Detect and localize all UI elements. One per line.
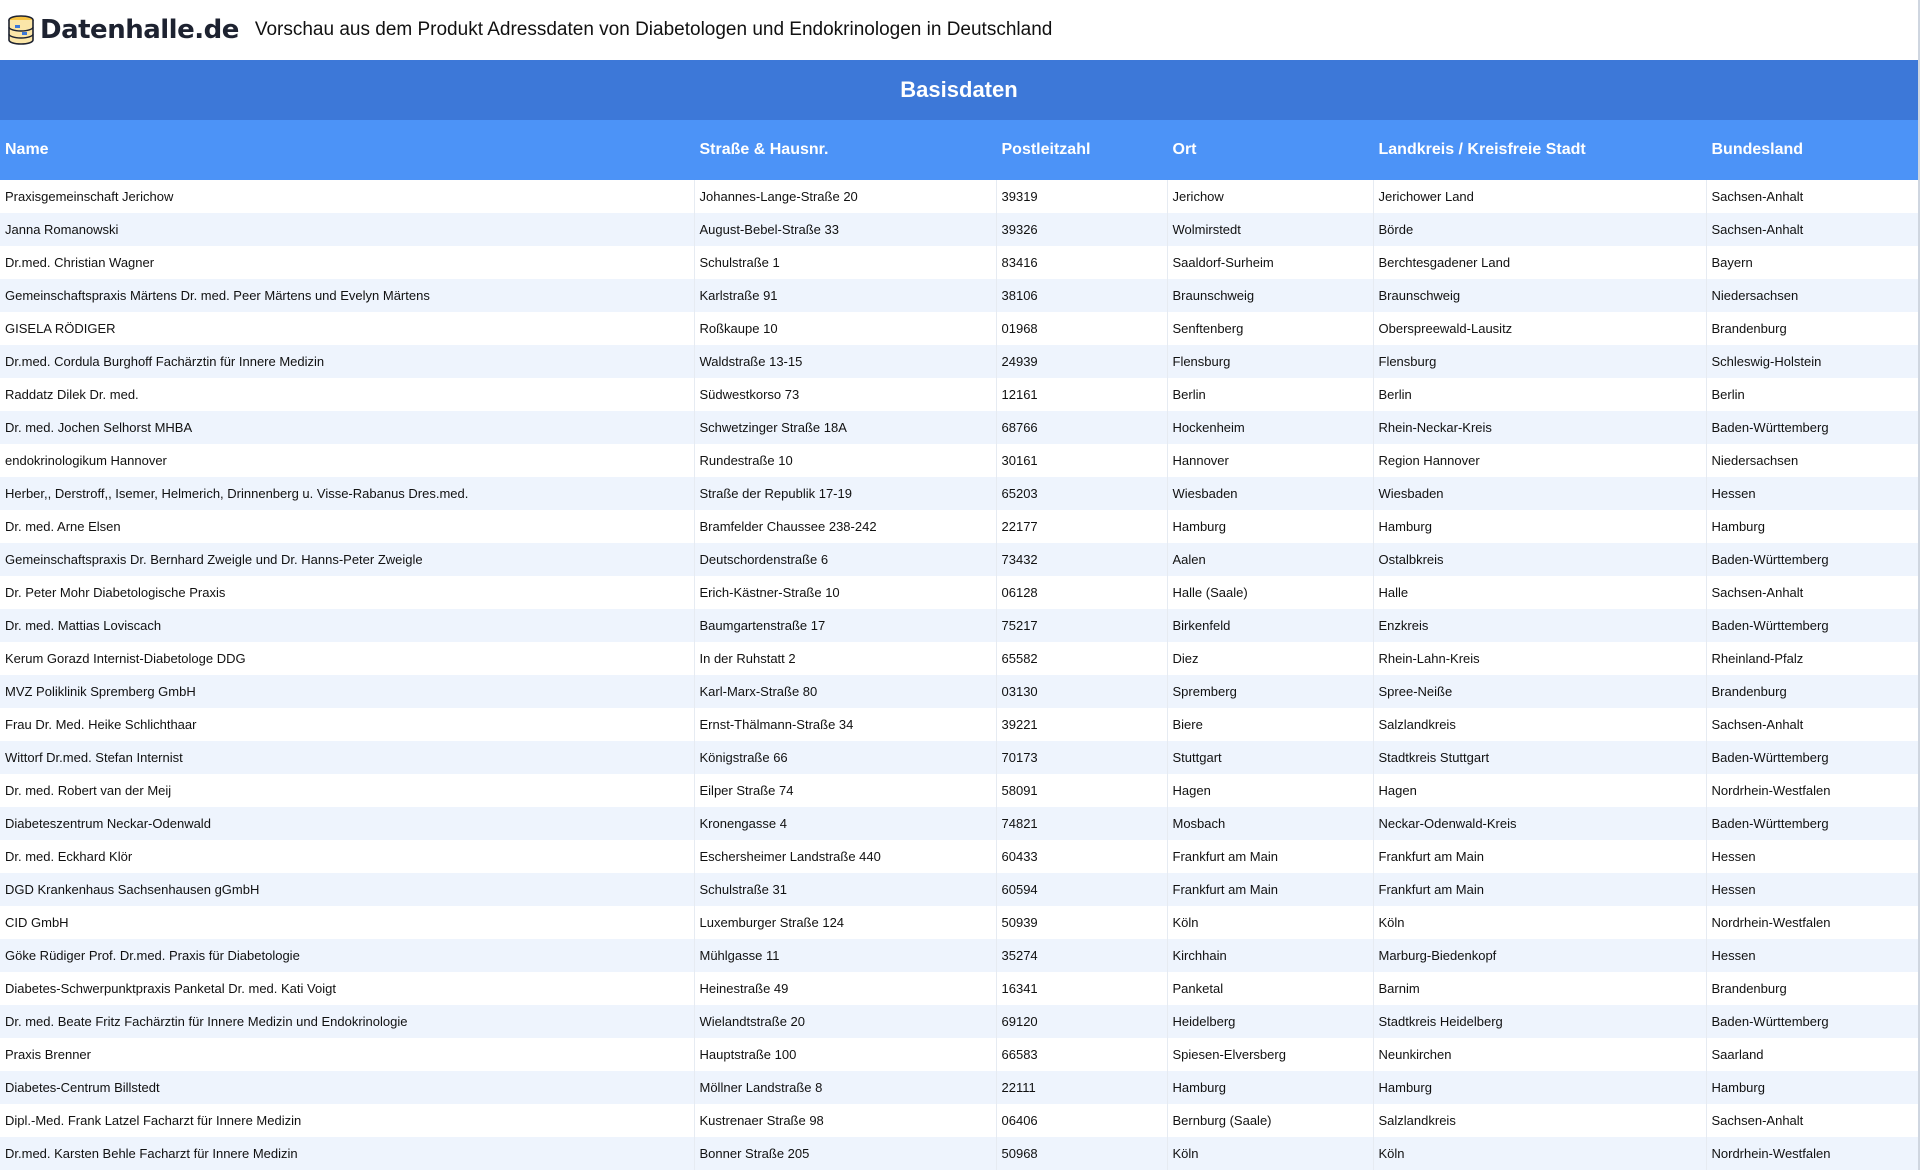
cell-street: Luxemburger Straße 124 — [694, 906, 996, 939]
table-row[interactable] — [0, 840, 1918, 873]
table-row[interactable] — [0, 939, 1918, 972]
cell-name: Dr.med. Cordula Burghoff Fachärztin für Innere Medizin — [0, 345, 694, 378]
cell-postcode: 74821 — [996, 807, 1167, 840]
cell-state: Schleswig-Holstein — [1706, 345, 1918, 378]
cell-street: Königstraße 66 — [694, 741, 996, 774]
cell-name: Dr. med. Beate Fritz Fachärztin für Innere Medizin und Endokrinologie — [0, 1005, 694, 1038]
table-body — [0, 180, 1918, 1170]
cell-postcode: 38106 — [996, 279, 1167, 312]
cell-city: Köln — [1167, 906, 1373, 939]
table-row[interactable] — [0, 411, 1918, 444]
cell-postcode: 12161 — [996, 378, 1167, 411]
table-row[interactable] — [0, 1104, 1918, 1137]
cell-street: Deutschordenstraße 6 — [694, 543, 996, 576]
cell-name: DGD Krankenhaus Sachsenhausen gGmbH — [0, 873, 694, 906]
table-row[interactable] — [0, 477, 1918, 510]
cell-state: Hessen — [1706, 873, 1918, 906]
cell-district: Region Hannover — [1373, 444, 1706, 477]
cell-postcode: 24939 — [996, 345, 1167, 378]
table-row[interactable] — [0, 642, 1918, 675]
cell-postcode: 03130 — [996, 675, 1167, 708]
cell-district: Jerichower Land — [1373, 180, 1706, 213]
cell-street: Karl-Marx-Straße 80 — [694, 675, 996, 708]
cell-state: Niedersachsen — [1706, 444, 1918, 477]
cell-city: Wolmirstedt — [1167, 213, 1373, 246]
cell-city: Diez — [1167, 642, 1373, 675]
cell-street: Möllner Landstraße 8 — [694, 1071, 996, 1104]
cell-district: Köln — [1373, 906, 1706, 939]
cell-name: Dr. med. Mattias Loviscach — [0, 609, 694, 642]
cell-district: Berlin — [1373, 378, 1706, 411]
table-row[interactable] — [0, 543, 1918, 576]
table-row[interactable] — [0, 345, 1918, 378]
cell-postcode: 50939 — [996, 906, 1167, 939]
table-row[interactable] — [0, 1137, 1918, 1170]
cell-state: Sachsen-Anhalt — [1706, 180, 1918, 213]
cell-name: Praxisgemeinschaft Jerichow — [0, 180, 694, 213]
cell-state: Baden-Württemberg — [1706, 807, 1918, 840]
cell-district: Salzlandkreis — [1373, 1104, 1706, 1137]
cell-postcode: 66583 — [996, 1038, 1167, 1071]
cell-name: Gemeinschaftspraxis Märtens Dr. med. Peer Märtens und Evelyn Märtens — [0, 279, 694, 312]
table-row[interactable] — [0, 444, 1918, 477]
cell-street: Erich-Kästner-Straße 10 — [694, 576, 996, 609]
cell-name: Dr. med. Eckhard Klör — [0, 840, 694, 873]
cell-state: Niedersachsen — [1706, 279, 1918, 312]
table-row[interactable] — [0, 312, 1918, 345]
cell-postcode: 22111 — [996, 1071, 1167, 1104]
cell-district: Rhein-Neckar-Kreis — [1373, 411, 1706, 444]
cell-city: Hannover — [1167, 444, 1373, 477]
logo[interactable] — [6, 14, 239, 46]
cell-postcode: 65582 — [996, 642, 1167, 675]
cell-city: Kirchhain — [1167, 939, 1373, 972]
cell-postcode: 06406 — [996, 1104, 1167, 1137]
cell-name: CID GmbH — [0, 906, 694, 939]
cell-city: Braunschweig — [1167, 279, 1373, 312]
cell-state: Baden-Württemberg — [1706, 411, 1918, 444]
data-table — [0, 120, 1919, 1170]
cell-district: Oberspreewald-Lausitz — [1373, 312, 1706, 345]
table-row[interactable] — [0, 741, 1918, 774]
cell-street: Kustrenaer Straße 98 — [694, 1104, 996, 1137]
cell-district: Ostalbkreis — [1373, 543, 1706, 576]
cell-state: Nordrhein-Westfalen — [1706, 774, 1918, 807]
cell-street: Südwestkorso 73 — [694, 378, 996, 411]
cell-city: Birkenfeld — [1167, 609, 1373, 642]
cell-name: Gemeinschaftspraxis Dr. Bernhard Zweigle und Dr. Hanns-Peter Zweigle — [0, 543, 694, 576]
cell-postcode: 35274 — [996, 939, 1167, 972]
cell-state: Brandenburg — [1706, 972, 1918, 1005]
cell-state: Bayern — [1706, 246, 1918, 279]
column-header-state[interactable]: Bundesland — [1706, 120, 1918, 180]
cell-street: Heinestraße 49 — [694, 972, 996, 1005]
cell-state: Sachsen-Anhalt — [1706, 213, 1918, 246]
cell-state: Hamburg — [1706, 1071, 1918, 1104]
cell-district: Frankfurt am Main — [1373, 873, 1706, 906]
cell-district: Halle — [1373, 576, 1706, 609]
cell-city: Aalen — [1167, 543, 1373, 576]
cell-postcode: 22177 — [996, 510, 1167, 543]
cell-street: Wielandtstraße 20 — [694, 1005, 996, 1038]
cell-district: Enzkreis — [1373, 609, 1706, 642]
cell-city: Halle (Saale) — [1167, 576, 1373, 609]
cell-street: Rundestraße 10 — [694, 444, 996, 477]
cell-district: Börde — [1373, 213, 1706, 246]
cell-postcode: 50968 — [996, 1137, 1167, 1170]
cell-name: Dr.med. Christian Wagner — [0, 246, 694, 279]
cell-name: endokrinologikum Hannover — [0, 444, 694, 477]
database-logo-icon — [6, 14, 36, 46]
cell-city: Heidelberg — [1167, 1005, 1373, 1038]
cell-street: Johannes-Lange-Straße 20 — [694, 180, 996, 213]
table-row[interactable] — [0, 774, 1918, 807]
table-row[interactable] — [0, 906, 1918, 939]
cell-name: Dr. med. Arne Elsen — [0, 510, 694, 543]
cell-city: Stuttgart — [1167, 741, 1373, 774]
cell-name: Kerum Gorazd Internist-Diabetologe DDG — [0, 642, 694, 675]
table-row[interactable] — [0, 1071, 1918, 1104]
table-row[interactable] — [0, 1005, 1918, 1038]
cell-district: Marburg-Biedenkopf — [1373, 939, 1706, 972]
cell-postcode: 16341 — [996, 972, 1167, 1005]
logo-text: Datenhalle.de — [40, 15, 239, 45]
cell-street: August-Bebel-Straße 33 — [694, 213, 996, 246]
cell-postcode: 73432 — [996, 543, 1167, 576]
cell-postcode: 68766 — [996, 411, 1167, 444]
cell-state: Baden-Württemberg — [1706, 1005, 1918, 1038]
cell-street: Bonner Straße 205 — [694, 1137, 996, 1170]
cell-city: Bernburg (Saale) — [1167, 1104, 1373, 1137]
table-row[interactable] — [0, 576, 1918, 609]
cell-street: Bramfelder Chaussee 238-242 — [694, 510, 996, 543]
cell-city: Berlin — [1167, 378, 1373, 411]
cell-city: Hamburg — [1167, 1071, 1373, 1104]
cell-name: Praxis Brenner — [0, 1038, 694, 1071]
cell-city: Frankfurt am Main — [1167, 873, 1373, 906]
cell-state: Sachsen-Anhalt — [1706, 1104, 1918, 1137]
cell-district: Hamburg — [1373, 510, 1706, 543]
cell-city: Panketal — [1167, 972, 1373, 1005]
cell-district: Neckar-Odenwald-Kreis — [1373, 807, 1706, 840]
cell-name: Janna Romanowski — [0, 213, 694, 246]
cell-postcode: 60433 — [996, 840, 1167, 873]
cell-name: Frau Dr. Med. Heike Schlichthaar — [0, 708, 694, 741]
table-row[interactable] — [0, 609, 1918, 642]
cell-city: Frankfurt am Main — [1167, 840, 1373, 873]
cell-district: Flensburg — [1373, 345, 1706, 378]
cell-street: Schulstraße 1 — [694, 246, 996, 279]
cell-city: Senftenberg — [1167, 312, 1373, 345]
cell-state: Sachsen-Anhalt — [1706, 576, 1918, 609]
cell-postcode: 70173 — [996, 741, 1167, 774]
table-row[interactable] — [0, 708, 1918, 741]
column-header-postcode[interactable]: Postleitzahl — [996, 120, 1167, 180]
top-bar — [0, 0, 1920, 60]
cell-name: Dr. med. Jochen Selhorst MHBA — [0, 411, 694, 444]
cell-name: Diabeteszentrum Neckar-Odenwald — [0, 807, 694, 840]
column-header-district[interactable]: Landkreis / Kreisfreie Stadt — [1373, 120, 1706, 180]
cell-street: Straße der Republik 17-19 — [694, 477, 996, 510]
cell-city: Flensburg — [1167, 345, 1373, 378]
cell-street: Mühlgasse 11 — [694, 939, 996, 972]
column-header-street[interactable]: Straße & Hausnr. — [694, 120, 996, 180]
cell-state: Sachsen-Anhalt — [1706, 708, 1918, 741]
cell-state: Saarland — [1706, 1038, 1918, 1071]
cell-district: Wiesbaden — [1373, 477, 1706, 510]
cell-postcode: 69120 — [996, 1005, 1167, 1038]
cell-name: Dr. Peter Mohr Diabetologische Praxis — [0, 576, 694, 609]
cell-district: Hagen — [1373, 774, 1706, 807]
cell-name: Diabetes-Schwerpunktpraxis Panketal Dr. med. Kati Voigt — [0, 972, 694, 1005]
cell-street: Ernst-Thälmann-Straße 34 — [694, 708, 996, 741]
cell-postcode: 60594 — [996, 873, 1167, 906]
cell-district: Neunkirchen — [1373, 1038, 1706, 1071]
table-header-row — [0, 120, 1918, 180]
table-row[interactable] — [0, 510, 1918, 543]
column-header-city[interactable]: Ort — [1167, 120, 1373, 180]
cell-city: Hagen — [1167, 774, 1373, 807]
cell-district: Hamburg — [1373, 1071, 1706, 1104]
cell-state: Nordrhein-Westfalen — [1706, 906, 1918, 939]
cell-state: Baden-Württemberg — [1706, 609, 1918, 642]
cell-name: MVZ Poliklinik Spremberg GmbH — [0, 675, 694, 708]
cell-state: Baden-Württemberg — [1706, 543, 1918, 576]
cell-street: Eilper Straße 74 — [694, 774, 996, 807]
cell-name: Dr. med. Robert van der Meij — [0, 774, 694, 807]
cell-state: Hamburg — [1706, 510, 1918, 543]
cell-street: Baumgartenstraße 17 — [694, 609, 996, 642]
cell-street: Schulstraße 31 — [694, 873, 996, 906]
cell-postcode: 01968 — [996, 312, 1167, 345]
cell-street: Kronengasse 4 — [694, 807, 996, 840]
table-row[interactable] — [0, 246, 1918, 279]
cell-state: Brandenburg — [1706, 675, 1918, 708]
table-row[interactable] — [0, 1038, 1918, 1071]
cell-city: Saaldorf-Surheim — [1167, 246, 1373, 279]
table-row[interactable] — [0, 378, 1918, 411]
cell-postcode: 39326 — [996, 213, 1167, 246]
cell-street: Karlstraße 91 — [694, 279, 996, 312]
cell-district: Rhein-Lahn-Kreis — [1373, 642, 1706, 675]
table-row[interactable] — [0, 180, 1918, 213]
table-row[interactable] — [0, 213, 1918, 246]
cell-state: Berlin — [1706, 378, 1918, 411]
cell-district: Braunschweig — [1373, 279, 1706, 312]
cell-name: Göke Rüdiger Prof. Dr.med. Praxis für Diabetologie — [0, 939, 694, 972]
cell-state: Nordrhein-Westfalen — [1706, 1137, 1918, 1170]
cell-district: Stadtkreis Heidelberg — [1373, 1005, 1706, 1038]
cell-postcode: 65203 — [996, 477, 1167, 510]
cell-name: Diabetes-Centrum Billstedt — [0, 1071, 694, 1104]
cell-name: Dipl.-Med. Frank Latzel Facharzt für Innere Medizin — [0, 1104, 694, 1137]
cell-state: Hessen — [1706, 477, 1918, 510]
cell-postcode: 39319 — [996, 180, 1167, 213]
cell-district: Barnim — [1373, 972, 1706, 1005]
cell-street: Schwetzinger Straße 18A — [694, 411, 996, 444]
table-row[interactable] — [0, 675, 1918, 708]
cell-state: Rheinland-Pfalz — [1706, 642, 1918, 675]
cell-district: Salzlandkreis — [1373, 708, 1706, 741]
cell-city: Jerichow — [1167, 180, 1373, 213]
table-row[interactable] — [0, 972, 1918, 1005]
cell-city: Köln — [1167, 1137, 1373, 1170]
cell-postcode: 75217 — [996, 609, 1167, 642]
cell-state: Hessen — [1706, 840, 1918, 873]
cell-postcode: 30161 — [996, 444, 1167, 477]
table-row[interactable] — [0, 873, 1918, 906]
cell-name: Wittorf Dr.med. Stefan Internist — [0, 741, 694, 774]
cell-street: Waldstraße 13-15 — [694, 345, 996, 378]
page-title: Vorschau aus dem Produkt Adressdaten von Diabetologen und Endokrinologen in Deutschland — [254, 19, 1053, 40]
cell-district: Frankfurt am Main — [1373, 840, 1706, 873]
column-header-name[interactable]: Name — [0, 120, 694, 180]
content-area — [0, 60, 1920, 1170]
cell-street: In der Ruhstatt 2 — [694, 642, 996, 675]
table-row[interactable] — [0, 279, 1918, 312]
cell-city: Spiesen-Elversberg — [1167, 1038, 1373, 1071]
cell-city: Hockenheim — [1167, 411, 1373, 444]
cell-state: Hessen — [1706, 939, 1918, 972]
cell-name: Dr.med. Karsten Behle Facharzt für Innere Medizin — [0, 1137, 694, 1170]
cell-district: Köln — [1373, 1137, 1706, 1170]
cell-street: Eschersheimer Landstraße 440 — [694, 840, 996, 873]
section-title: Basisdaten — [0, 60, 1918, 120]
cell-district: Stadtkreis Stuttgart — [1373, 741, 1706, 774]
cell-city: Wiesbaden — [1167, 477, 1373, 510]
cell-postcode: 39221 — [996, 708, 1167, 741]
cell-state: Brandenburg — [1706, 312, 1918, 345]
cell-state: Baden-Württemberg — [1706, 741, 1918, 774]
cell-postcode: 83416 — [996, 246, 1167, 279]
cell-street: Roßkaupe 10 — [694, 312, 996, 345]
cell-name: GISELA RÖDIGER — [0, 312, 694, 345]
cell-city: Spremberg — [1167, 675, 1373, 708]
cell-city: Hamburg — [1167, 510, 1373, 543]
cell-city: Mosbach — [1167, 807, 1373, 840]
table-row[interactable] — [0, 807, 1918, 840]
cell-district: Berchtesgadener Land — [1373, 246, 1706, 279]
cell-name: Raddatz Dilek Dr. med. — [0, 378, 694, 411]
cell-city: Biere — [1167, 708, 1373, 741]
cell-postcode: 58091 — [996, 774, 1167, 807]
cell-postcode: 06128 — [996, 576, 1167, 609]
cell-street: Hauptstraße 100 — [694, 1038, 996, 1071]
cell-name: Herber,, Derstroff,, Isemer, Helmerich, Drinnenberg u. Visse-Rabanus Dres.med. — [0, 477, 694, 510]
cell-district: Spree-Neiße — [1373, 675, 1706, 708]
